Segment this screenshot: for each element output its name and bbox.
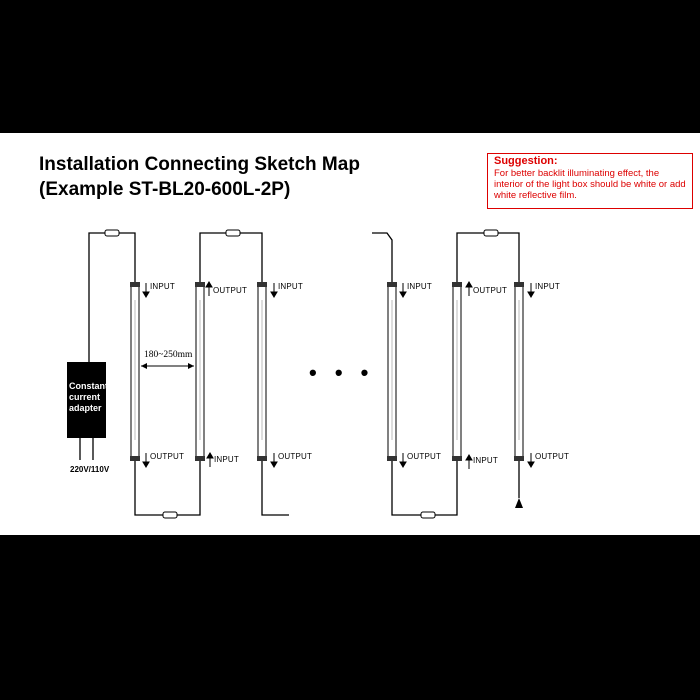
wire-strip4-to-strip5	[392, 458, 457, 515]
strip3-input-label: INPUT	[278, 282, 303, 291]
spacing-label: 180~250mm	[144, 350, 193, 360]
led-strip-1	[130, 282, 140, 461]
led-strip-6	[514, 282, 524, 461]
strip2-output-label: OUTPUT	[213, 286, 248, 295]
connector	[484, 230, 498, 236]
led-strip-3	[257, 282, 267, 461]
strip6-output-label: OUTPUT	[535, 452, 570, 461]
led-strip-4	[387, 282, 397, 461]
strip4-output-label: OUTPUT	[407, 452, 442, 461]
end-cap	[515, 498, 523, 508]
led-strip-5	[452, 282, 462, 461]
wire-strip5-to-strip6	[457, 233, 519, 284]
adapter-input-wires	[80, 438, 93, 460]
adapter-label: Constant current adapter	[69, 381, 108, 413]
strip5-input-label: INPUT	[473, 456, 498, 465]
wire-strip3-out	[262, 458, 289, 515]
led-strip-2	[195, 282, 205, 461]
connector	[163, 512, 177, 518]
diagram-subtitle: (Example ST-BL20-600L-2P)	[39, 179, 291, 200]
wire-adapter-to-strip1	[89, 233, 135, 362]
continuation-dots: • • •	[309, 360, 375, 385]
wire-in-strip4	[372, 233, 392, 284]
suggestion-heading: Suggestion:	[494, 155, 558, 167]
strip4-input-label: INPUT	[407, 282, 432, 291]
strip6-input-label: INPUT	[535, 282, 560, 291]
adapter-voltage: 220V/110V	[70, 465, 110, 474]
suggestion-text: For better backlit illuminating effect, the interior of the light box should be white or add white reflective film.	[494, 168, 686, 201]
strip3-output-label: OUTPUT	[278, 452, 313, 461]
connector	[105, 230, 119, 236]
wire-strip1-to-strip2	[135, 458, 200, 515]
strip2-input-label: INPUT	[214, 455, 239, 464]
diagram-title: Installation Connecting Sketch Map	[39, 154, 360, 175]
strip1-input-label: INPUT	[150, 282, 175, 291]
connector	[226, 230, 240, 236]
connector	[421, 512, 435, 518]
strip5-output-label: OUTPUT	[473, 286, 508, 295]
wire-strip2-to-strip3	[200, 233, 262, 284]
strip1-output-label: OUTPUT	[150, 452, 185, 461]
